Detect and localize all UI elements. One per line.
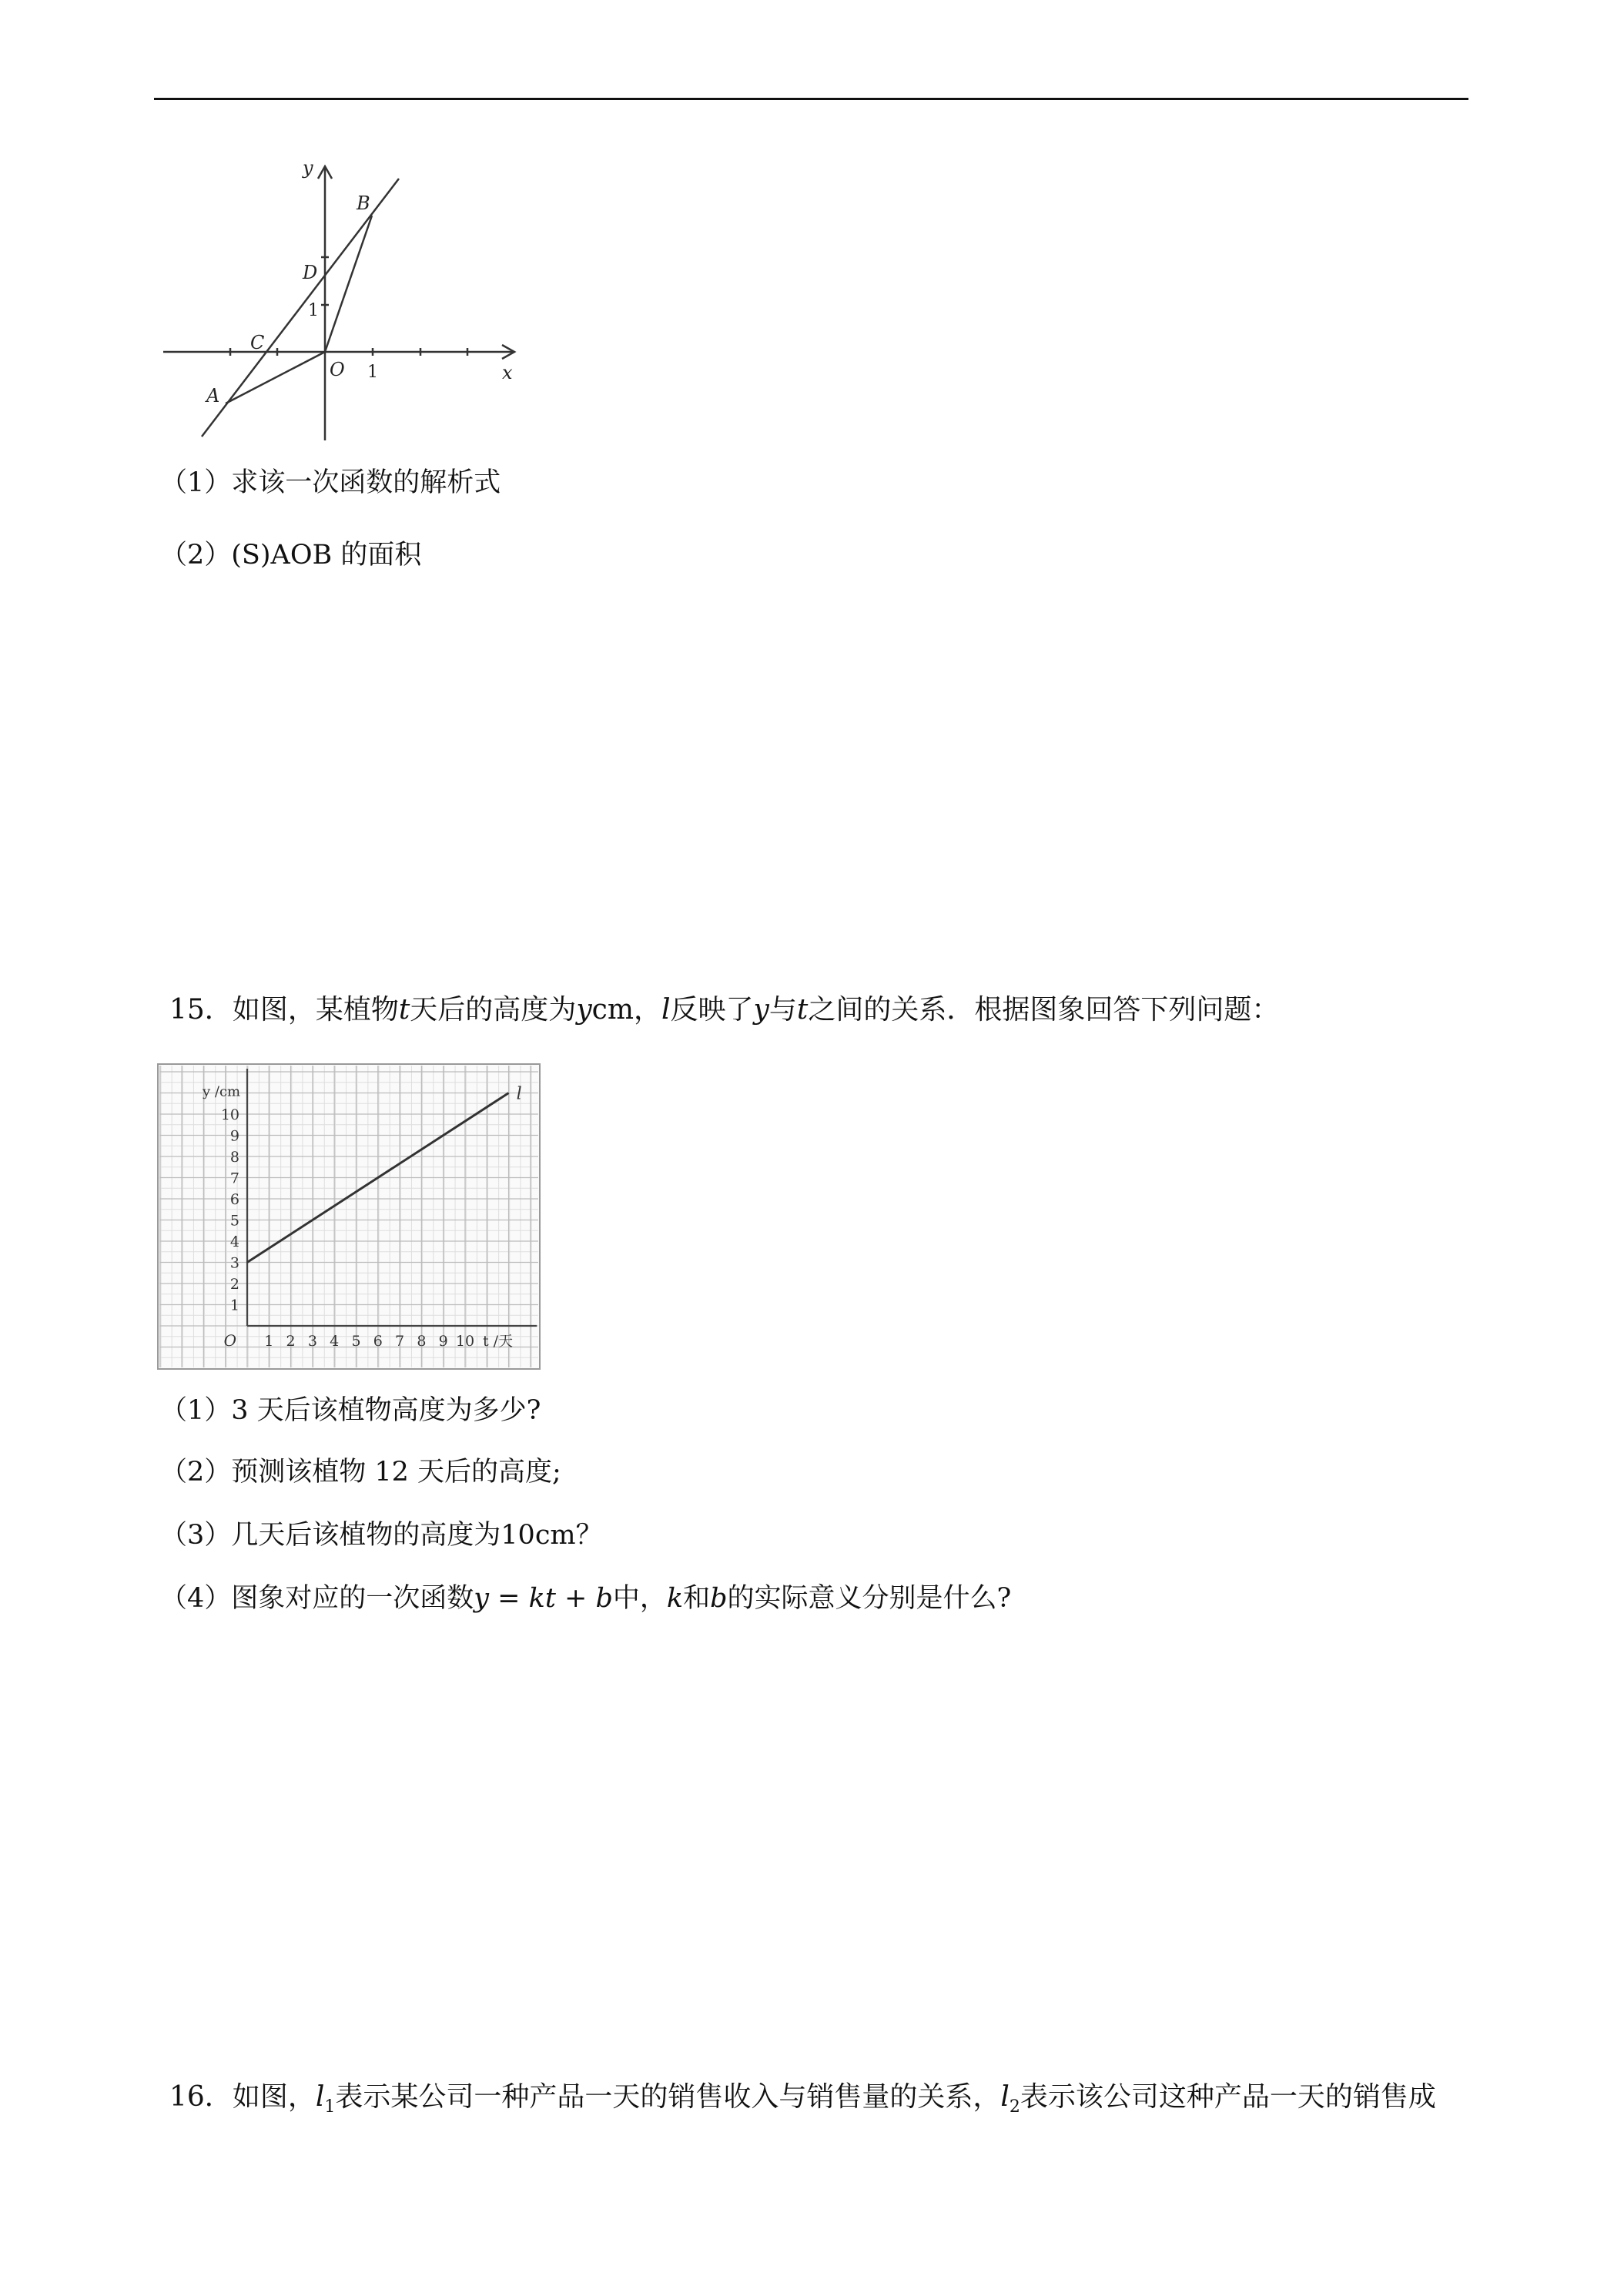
label-C: C [250, 332, 265, 353]
q16-number: 16． [169, 2081, 233, 2113]
coordinate-figure [154, 154, 524, 447]
q14-part2: （2）(S)AOB 的面积 [160, 540, 422, 571]
label-A: A [206, 385, 220, 407]
y-tick-label: 2 [229, 1276, 239, 1293]
y-tick-label: 3 [229, 1254, 239, 1272]
label-O: O [330, 359, 345, 380]
segment-OB [325, 216, 372, 352]
label-B: B [357, 192, 370, 214]
q15-part4: （4）图象对应的一次函数y = kt + b中，k和b的实际意义分别是什么? [160, 1583, 1012, 1614]
x-tick-label: 6 [373, 1333, 383, 1350]
line-AB [202, 179, 399, 437]
x-tick-label: 3 [307, 1333, 317, 1350]
origin-label: O [223, 1331, 236, 1350]
y-tick-label: 8 [229, 1149, 239, 1166]
x-axis-label: t /天 [483, 1333, 514, 1350]
x-tick-label: 10 [455, 1333, 475, 1350]
q15-part1: （1）3 天后该植物高度为多少? [160, 1395, 541, 1426]
x-tick-label: 8 [417, 1333, 427, 1350]
x-tick-label: 2 [286, 1333, 296, 1350]
x-tick-label: 7 [395, 1333, 405, 1350]
y-tick-label: 1 [229, 1297, 239, 1314]
label-one-y: 1 [308, 301, 319, 320]
q15-part3: （3）几天后该植物的高度为10cm？ [160, 1520, 603, 1551]
series-label: l [516, 1084, 522, 1104]
y-axis-label: y /cm [203, 1083, 241, 1100]
y-tick-label: 6 [229, 1191, 239, 1208]
x-tick-label: 9 [438, 1333, 448, 1350]
y-tick-label: 7 [229, 1170, 239, 1187]
label-x: x [502, 362, 513, 383]
header-rule [154, 98, 1468, 100]
y-tick-label: 10 [220, 1106, 239, 1123]
label-one-x: 1 [367, 363, 378, 382]
y-tick-label: 5 [229, 1212, 239, 1230]
segment-OA [226, 352, 325, 403]
y-tick-label: 9 [229, 1127, 239, 1145]
x-tick-label: 5 [351, 1333, 361, 1350]
q15-part2: （2）预测该植物 12 天后的高度; [160, 1457, 561, 1488]
q14-part1: （1）求该一次函数的解析式 [160, 467, 501, 498]
y-tick-label: 4 [229, 1233, 239, 1250]
label-y: y [303, 157, 313, 179]
plant-height-chart [156, 1063, 541, 1371]
x-tick-label: 4 [330, 1333, 340, 1350]
q16-text: 16．如图，$l_1$表示某公司一种产品一天的销售收入与销售量的关系，$l_2$表示该公司这种产品一天的销售成 [169, 2081, 1436, 2117]
q15-text: 15．如图，某植物t天后的高度为ycm，l反映了y与t之间的关系．根据图象回答下列问题： [169, 994, 1280, 1026]
x-tick-label: 1 [264, 1333, 274, 1350]
q15-number: 15． [169, 994, 233, 1026]
label-D: D [303, 262, 318, 283]
